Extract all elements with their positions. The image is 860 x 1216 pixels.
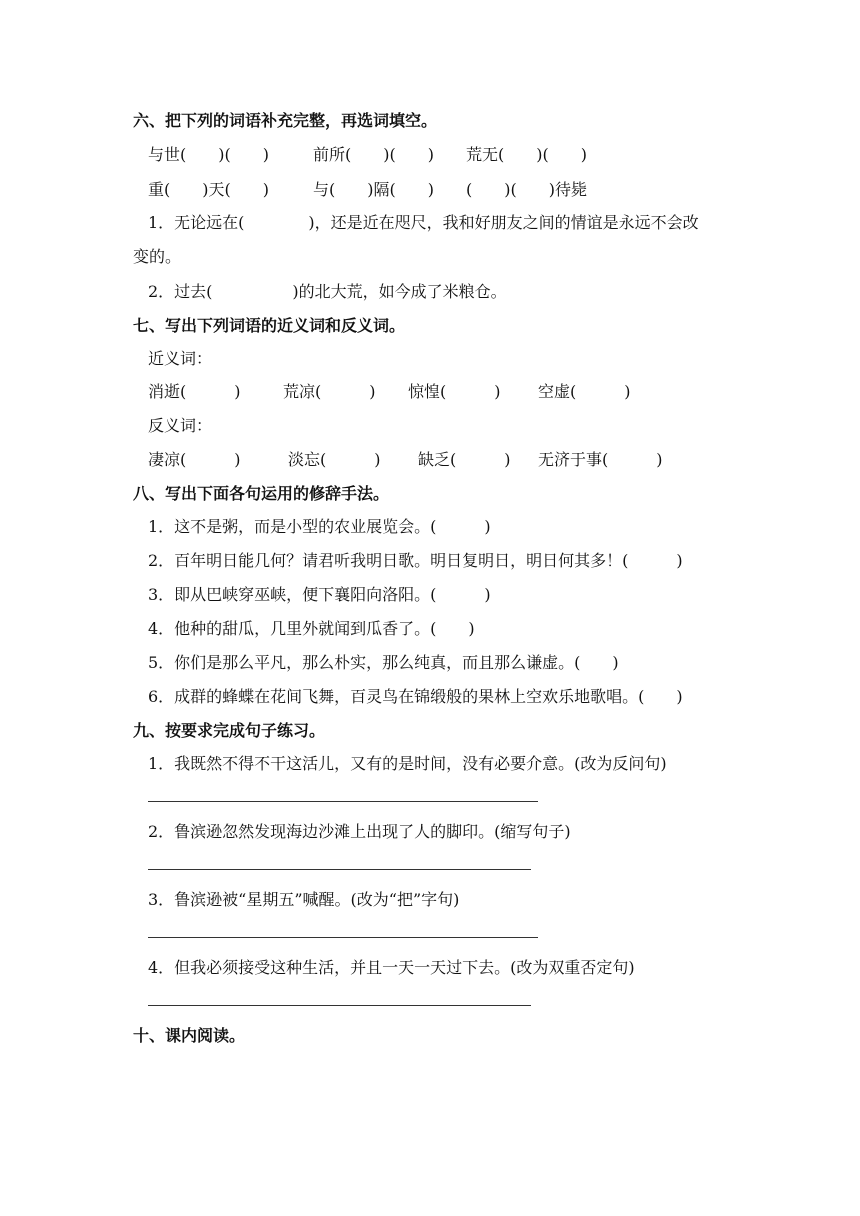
section-6-title: 六、把下列的词语补充完整，再选词填空。 xyxy=(133,111,438,130)
word-blank: 凄凉( ) xyxy=(148,450,241,469)
word-blank: 与世( )( ) xyxy=(148,145,269,164)
word-blank: 空虚( ) xyxy=(538,382,631,401)
word-blank: 荒凉( ) xyxy=(283,382,376,401)
word-blank: 重( )天( ) xyxy=(148,180,269,199)
question-text: 1．我既然不得不干这活儿，又有的是时间，没有必要介意。(改为反问句) xyxy=(148,754,667,773)
word-blank: 前所( )( ) xyxy=(313,145,434,164)
question-text: 4．但我必须接受这种生活，并且一天一天过下去。(改为双重否定句) xyxy=(148,958,635,977)
question-text: 2．过去( )的北大荒，如今成了米粮仓。 xyxy=(148,282,507,301)
question-text: 4．他种的甜瓜，几里外就闻到瓜香了。( ) xyxy=(148,619,475,638)
question-text: 3．即从巴峡穿巫峡，便下襄阳向洛阳。( ) xyxy=(148,585,491,604)
question-text: 2．百年明日能几何？请君听我明日歌。明日复明日，明日何其多！( ) xyxy=(148,551,683,570)
antonym-label: 反义词： xyxy=(148,416,213,435)
section-10-title: 十、课内阅读。 xyxy=(133,1026,246,1045)
question-text: 5．你们是那么平凡，那么朴实，那么纯真，而且那么谦虚。( ) xyxy=(148,653,619,672)
question-text: 2．鲁滨逊忽然发现海边沙滩上出现了人的脚印。(缩写句子) xyxy=(148,822,571,841)
question-text: 1．这不是粥，而是小型的农业展览会。( ) xyxy=(148,517,491,536)
word-blank: 无济于事( ) xyxy=(538,450,663,469)
word-blank: ( )( )待毙 xyxy=(466,180,587,199)
section-9-title: 九、按要求完成句子练习。 xyxy=(133,721,326,740)
section-8-title: 八、写出下面各句运用的修辞手法。 xyxy=(133,484,390,503)
answer-line[interactable] xyxy=(148,869,531,870)
word-blank: 荒无( )( ) xyxy=(466,145,587,164)
section-7-title: 七、写出下列词语的近义词和反义词。 xyxy=(133,316,406,335)
question-text: 1．无论远在( )，还是近在咫尺，我和好朋友之间的情谊是永远不会改 xyxy=(148,213,699,232)
question-text: 6．成群的蜂蝶在花间飞舞，百灵鸟在锦缎般的果林上空欢乐地歌唱。( ) xyxy=(148,687,683,706)
answer-line[interactable] xyxy=(148,937,538,938)
word-blank: 消逝( ) xyxy=(148,382,241,401)
word-blank: 缺乏( ) xyxy=(418,450,511,469)
answer-line[interactable] xyxy=(148,1005,531,1006)
word-blank: 与( )隔( ) xyxy=(313,180,434,199)
question-text: 3．鲁滨逊被“星期五”喊醒。(改为“把”字句) xyxy=(148,890,460,909)
answer-line[interactable] xyxy=(148,801,538,802)
word-blank: 惊惶( ) xyxy=(408,382,501,401)
word-blank: 淡忘( ) xyxy=(288,450,381,469)
synonym-label: 近义词： xyxy=(148,349,213,368)
question-text: 变的。 xyxy=(133,247,182,266)
